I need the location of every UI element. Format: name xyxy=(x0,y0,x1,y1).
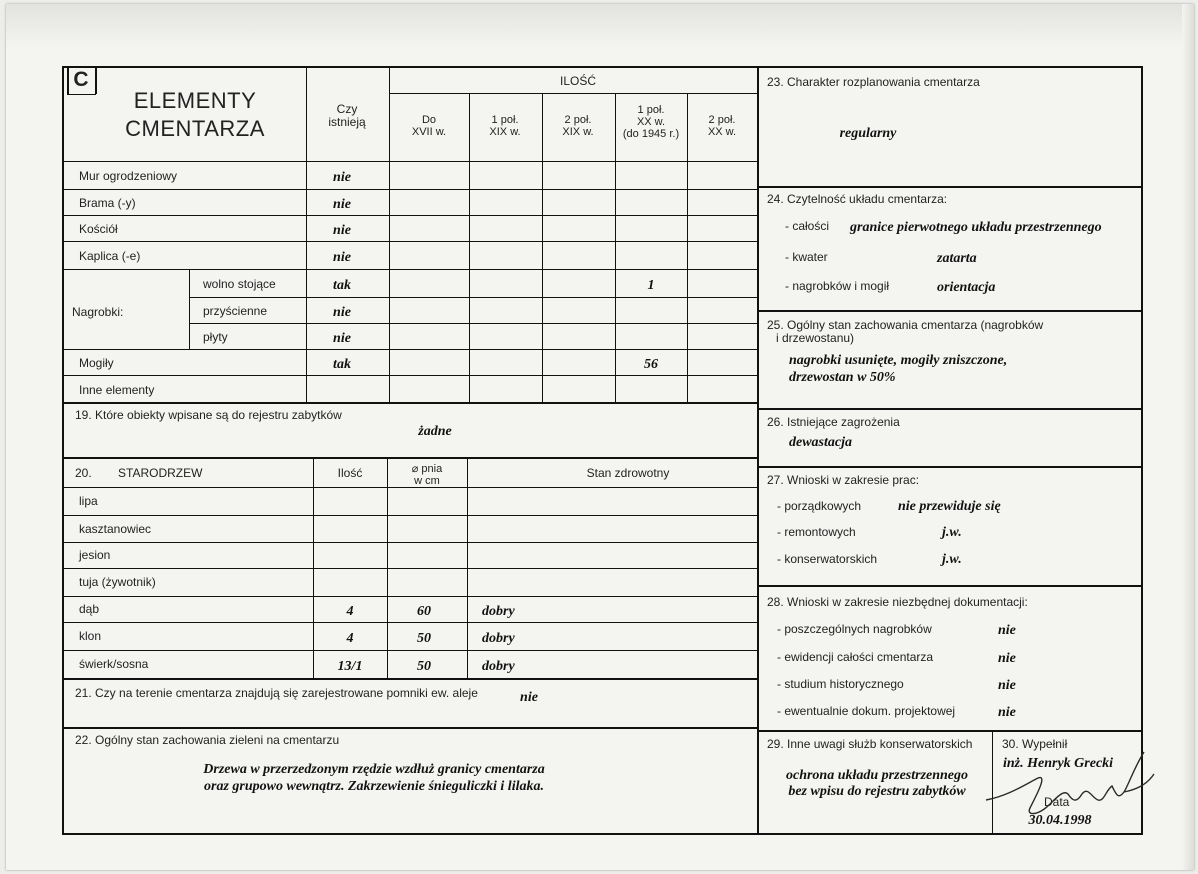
frame-bottom xyxy=(62,833,1143,835)
exists-header-line1: Czy xyxy=(336,102,358,116)
period-header: (do 1945 r.) xyxy=(622,128,680,140)
q24-item-value: granice pierwotnego układu przestrzennego xyxy=(850,220,1102,235)
q27-item-value: j.w. xyxy=(942,552,962,567)
row-line xyxy=(62,189,757,190)
q30-name: inż. Henryk Grecki xyxy=(1003,756,1114,771)
element-exists-value: nie xyxy=(333,305,351,320)
q29-top-line xyxy=(757,730,1143,732)
q23-value: regularny xyxy=(839,126,897,141)
q28-item-value: nie xyxy=(998,623,1016,638)
col-line xyxy=(306,67,307,402)
qty-header-line xyxy=(389,93,757,94)
q24-item-label: - nagrobków i mogił xyxy=(785,279,890,293)
element-label: Mur ogrodzeniowy xyxy=(79,169,178,183)
tree-health-value: dobry xyxy=(482,631,515,646)
period-header: XX w. xyxy=(636,116,666,128)
element-exists-value: nie xyxy=(333,170,351,185)
q21-label: 21. Czy na terenie cmentarza znajdują się zarejestrowane pomniki ew. aleje xyxy=(75,686,478,700)
tree-name: dąb xyxy=(79,602,100,616)
q26-value: dewastacja xyxy=(789,435,852,450)
row-line xyxy=(62,161,757,162)
quantity-header: ILOŚĆ xyxy=(559,74,597,88)
q28-item-value: nie xyxy=(998,651,1016,666)
q19-top-line xyxy=(62,402,757,404)
q27-item-value: nie przewiduje się xyxy=(898,499,1001,514)
q27-item-label: - remontowych xyxy=(777,525,856,539)
q28-item-label: - poszczególnych nagrobków xyxy=(777,622,932,636)
tree-count-value: 13/1 xyxy=(337,659,363,674)
tree-name: tuja (żywotnik) xyxy=(79,575,156,589)
tree-row-line xyxy=(62,596,757,597)
table-title-line2: CMENTARZA xyxy=(125,116,265,141)
tree-diameter-value: 50 xyxy=(417,659,431,674)
q28-item-value: nie xyxy=(998,678,1016,693)
signature-stroke xyxy=(986,752,1154,814)
letter-box-line xyxy=(67,67,69,94)
signature-icon xyxy=(978,738,1168,828)
period-header: XIX w. xyxy=(562,126,594,138)
q28-label: 28. Wnioski w zakresie niezbędnej dokumentacji: xyxy=(767,595,1028,609)
q27-item-label: - porządkowych xyxy=(777,499,862,513)
q22-text-line1: Drzewa w przerzedzonym rzędzie wzdłuż granicy cmentarza xyxy=(203,762,545,777)
element-exists-value: nie xyxy=(333,331,351,346)
col-line xyxy=(687,93,688,402)
element-exists-value: nie xyxy=(333,223,351,238)
tree-diameter-value: 50 xyxy=(417,631,431,646)
tree-row-line xyxy=(62,542,757,543)
q28-item-label: - studium historycznego xyxy=(777,677,904,691)
q24-item-label: - kwater xyxy=(785,250,828,264)
q30-label: 30. Wypełnił xyxy=(1002,737,1068,751)
letter-box-line xyxy=(67,94,96,95)
element-label: Inne elementy xyxy=(79,383,155,397)
row-line xyxy=(62,269,757,270)
q24-item-value: zatarta xyxy=(937,251,977,266)
nagrobki-divider xyxy=(189,269,190,349)
element-exists-value: tak xyxy=(333,278,351,293)
tree-row-line xyxy=(62,650,757,651)
row-line xyxy=(189,323,757,324)
period-header: 2 poł. xyxy=(708,114,736,126)
tree-name: świerk/sosna xyxy=(79,657,149,671)
q25-top-line xyxy=(757,310,1143,312)
q28-item-label: - ewidencji całości cmentarza xyxy=(777,650,934,664)
section-letter: C xyxy=(73,68,89,91)
element-label: płyty xyxy=(203,330,228,344)
row-line xyxy=(62,241,757,242)
paper-right-edge xyxy=(1182,4,1194,870)
element-label: Mogiły xyxy=(79,356,114,370)
table-title-line1: ELEMENTY xyxy=(133,88,257,113)
q23-label: 23. Charakter rozplanowania cmentarza xyxy=(767,75,980,89)
element-label: Kaplica (-e) xyxy=(79,249,141,263)
period-header: 1 poł. xyxy=(637,104,665,116)
q25-text-line1: nagrobki usunięte, mogiły zniszczone, xyxy=(789,353,1008,368)
q26-label: 26. Istniejące zagrożenia xyxy=(767,415,900,429)
element-label: Brama (-y) xyxy=(79,196,136,210)
tree-name: jesion xyxy=(79,548,111,562)
q19-label: 19. Które obiekty wpisane są do rejestru zabytków xyxy=(75,408,342,422)
q22-text-line2: oraz grupowo wewnątrz. Zakrzewienie śnieguliczki i lilaka. xyxy=(204,779,544,794)
tree-diameter-header: w cm xyxy=(414,475,440,487)
col-line xyxy=(389,67,390,402)
q20-header-line xyxy=(62,487,757,488)
q30-date: 30.04.1998 xyxy=(1028,813,1092,828)
element-exists-value: nie xyxy=(333,250,351,265)
q28-item-label: - ewentualnie dokum. projektowej xyxy=(777,704,956,718)
tree-count-value: 4 xyxy=(346,604,354,619)
q29-label: 29. Inne uwagi służb konserwatorskich xyxy=(767,737,973,751)
tree-count-value: 4 xyxy=(346,631,354,646)
letter-box-line xyxy=(95,67,97,94)
q20-number: 20. xyxy=(75,466,92,480)
column-divider xyxy=(757,66,759,833)
row-line xyxy=(62,349,757,350)
col-line xyxy=(542,93,543,402)
element-qty-value: 56 xyxy=(644,357,658,372)
q24-top-line xyxy=(757,186,1143,188)
tree-row-line xyxy=(62,622,757,623)
tree-name: klon xyxy=(79,629,102,643)
tree-diameter-header: ⌀ pnia xyxy=(411,463,443,475)
tree-row-line xyxy=(62,568,757,569)
q22-label: 22. Ogólny stan zachowania zieleni na cmentarzu xyxy=(75,733,340,747)
row-line xyxy=(189,297,757,298)
q19-value: żadne xyxy=(418,424,452,439)
col-line xyxy=(469,93,470,402)
q28-item-value: nie xyxy=(998,705,1016,720)
period-header: XVII w. xyxy=(411,126,447,138)
element-label: wolno stojące xyxy=(203,277,276,291)
element-qty-value: 1 xyxy=(647,278,655,293)
q20-title: STARODRZEW xyxy=(118,466,203,480)
frame-top xyxy=(62,66,1143,68)
q29-text-line1: ochrona układu przestrzennego xyxy=(785,768,969,783)
form-sheet xyxy=(6,4,1194,870)
tree-health-header: Stan zdrowotny xyxy=(586,466,670,480)
q24-label: 24. Czytelność układu cmentarza: xyxy=(767,192,948,206)
q22-top-line xyxy=(62,727,757,729)
tree-diameter-value: 60 xyxy=(417,604,431,619)
element-exists-value: nie xyxy=(333,197,351,212)
q25-label-line2: i drzewostanu) xyxy=(776,331,855,345)
period-header: Do xyxy=(421,114,437,126)
tree-health-value: dobry xyxy=(482,604,515,619)
row-line xyxy=(62,215,757,216)
q27-item-label: - konserwatorskich xyxy=(777,552,878,566)
q25-text-line2: drzewostan w 50% xyxy=(789,370,896,385)
period-header: 2 poł. xyxy=(564,114,592,126)
period-header: 1 poł. xyxy=(491,114,519,126)
col-line xyxy=(615,93,616,402)
q25-label-line1: 25. Ogólny stan zachowania cmentarza (nagrobków xyxy=(767,318,1044,332)
element-label: przyścienne xyxy=(203,304,268,318)
q27-label: 27. Wnioski w zakresie prac: xyxy=(767,473,920,487)
q21-top-line xyxy=(62,678,757,680)
period-header: XX w. xyxy=(707,126,737,138)
tree-count-header: Ilość xyxy=(337,466,363,480)
q30-date-label: Data xyxy=(1044,795,1070,809)
paper-top-edge xyxy=(6,4,1194,48)
row-line xyxy=(62,375,757,376)
q26-top-line xyxy=(757,408,1143,410)
q20-top-line xyxy=(62,457,757,459)
q27-top-line xyxy=(757,466,1143,468)
frame-left xyxy=(62,66,64,835)
q29-text-line2: bez wpisu do rejestru zabytków xyxy=(788,784,966,799)
frame-right xyxy=(1141,66,1143,835)
tree-name: kasztanowiec xyxy=(79,522,152,536)
q28-top-line xyxy=(757,585,1143,587)
element-label: Kościół xyxy=(79,222,118,236)
exists-header-line2: istnieją xyxy=(328,115,366,129)
tree-row-line xyxy=(62,515,757,516)
period-header: XIX w. xyxy=(489,126,521,138)
q21-value: nie xyxy=(520,690,538,705)
q24-item-label: - całości xyxy=(785,219,830,233)
tree-health-value: dobry xyxy=(482,659,515,674)
q27-item-value: j.w. xyxy=(942,525,962,540)
element-exists-value: tak xyxy=(333,357,351,372)
q24-item-value: orientacja xyxy=(937,280,996,295)
nagrobki-label: Nagrobki: xyxy=(72,305,124,319)
tree-name: lipa xyxy=(79,494,98,508)
